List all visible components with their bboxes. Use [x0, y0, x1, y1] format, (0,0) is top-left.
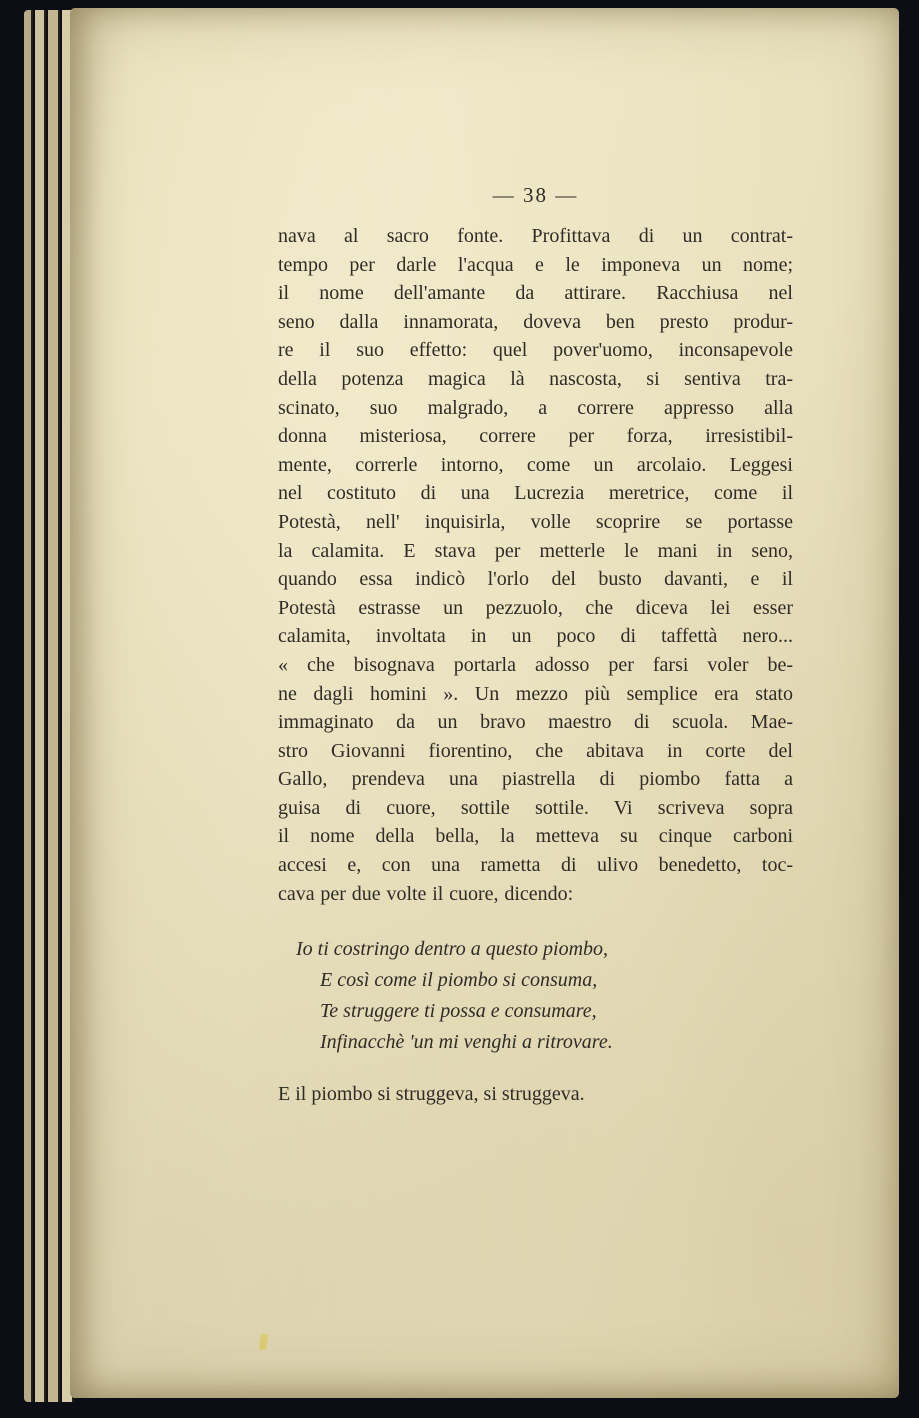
page-stack-edges [24, 4, 74, 1408]
verse-line: Infinacchè 'un mi venghi a ritrovare. [320, 1031, 613, 1054]
text-block [278, 183, 793, 1109]
body-line: Potestà, nell' inquisirla, volle scoprire se portasse [278, 510, 793, 533]
body-line: nava al sacro fonte. Profittava di un contrat- [278, 225, 793, 247]
body-line: cava per due volte il cuore, dicendo: [278, 882, 574, 905]
body-line: seno dalla innamorata, doveva ben presto produr- [278, 310, 793, 333]
body-line: quando essa indicò l'orlo del busto davanti, e il [278, 568, 793, 591]
closing-line: E il piombo si struggeva, si struggeva. [278, 1083, 585, 1106]
body-line: re il suo effetto: quel pover'uomo, inconsapevole [278, 339, 793, 362]
page-number: — 38 — [492, 183, 579, 207]
body-line: stro Giovanni fiorentino, che abitava in corte del [278, 739, 793, 762]
verse-line: E così come il piombo si consuma, [320, 969, 598, 992]
body-line: guisa di cuore, sottile sottile. Vi scriveva sopra [278, 796, 793, 819]
body-line: della potenza magica là nascosta, si sentiva tra- [278, 367, 793, 390]
body-line: « che bisognava portarla adosso per farsi voler be- [278, 653, 793, 676]
verse-line: Te struggere ti possa e consumare, [320, 1000, 597, 1023]
body-line: calamita, involtata in un poco di taffettà nero... [278, 625, 793, 648]
body-line: scinato, suo malgrado, a correre appresso alla [278, 396, 793, 419]
body-line: mente, correrle intorno, come un arcolaio. Leggesi [278, 453, 793, 476]
stray-mark [259, 1334, 268, 1351]
page-edge-strip [24, 10, 33, 1402]
book-page [70, 8, 899, 1398]
body-line: immaginato da un bravo maestro di scuola. Mae- [278, 711, 793, 734]
body-line: il nome dell'amante da attirare. Racchiusa nel [278, 282, 793, 305]
page-edge-strip [35, 10, 46, 1402]
body-line: accesi e, con una rametta di ulivo benedetto, toc- [278, 854, 793, 877]
body-line: donna misteriosa, correre per forza, irresistibil- [278, 425, 793, 448]
body-line: Gallo, prendeva una piastrella di piombo fatta a [278, 768, 793, 791]
body-line: il nome della bella, la metteva su cinque carboni [278, 825, 793, 848]
body-line: la calamita. E stava per metterle le mani in seno, [278, 539, 793, 562]
body-line: tempo per darle l'acqua e le imponeva un nome; [278, 253, 793, 276]
body-line: nel costituto di una Lucrezia meretrice, come il [278, 482, 793, 505]
verse [278, 934, 793, 1058]
body-line: ne dagli homini ». Un mezzo più semplice era stato [278, 682, 793, 705]
verse-line: Io ti costringo dentro a questo piombo, [296, 938, 609, 961]
page-edge-strip [48, 10, 60, 1402]
body-line: Potestà estrasse un pezzuolo, che diceva lei esser [278, 596, 793, 619]
body-text [278, 222, 793, 908]
